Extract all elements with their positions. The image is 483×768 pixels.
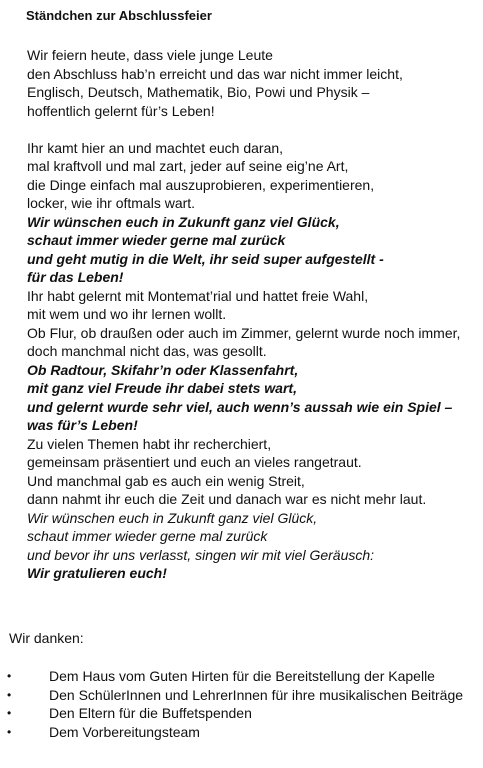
- thanks-heading: Wir danken:: [9, 630, 84, 646]
- verse-line: die Dinge einfach mal auszuprobieren, experimentieren,: [27, 176, 375, 193]
- bullet-icon: •: [7, 706, 12, 720]
- stanza-break: [27, 120, 477, 139]
- bullet-icon: •: [7, 687, 12, 702]
- verse-line: gemeinsam präsentiert und euch an vieles rangetraut.: [27, 454, 362, 470]
- refrain-line: Wir wünschen euch in Zukunft ganz viel Glück,: [27, 509, 318, 526]
- verse-line: Und manchmal gab es auch ein wenig Streit,: [27, 472, 305, 489]
- bullet-icon: •: [7, 669, 12, 683]
- thanks-list: [0, 667, 483, 741]
- thanks-list-item: [0, 723, 483, 742]
- verse-line: mal kraftvoll und mal zart, jeder auf seine eig’ne Art,: [27, 158, 349, 174]
- refrain-line: was für’s Leben!: [27, 417, 138, 433]
- thanks-list-item: [0, 667, 483, 686]
- verse-line: Ihr habt gelernt mit Montemat’rial und hattet freie Wahl,: [27, 287, 369, 304]
- refrain-line: mit ganz viel Freude ihr dabei stets wart,: [27, 380, 297, 396]
- poem-body: [27, 46, 477, 583]
- verse-line: Wir feiern heute, dass viele junge Leute: [27, 47, 273, 63]
- verse-line: Zu vielen Themen habt ihr recherchiert,: [27, 435, 272, 452]
- bullet-icon: •: [7, 724, 12, 739]
- refrain-line: Wir gratulieren euch!: [27, 565, 167, 581]
- verse-line: hoffentlich gelernt für’s Leben!: [27, 102, 215, 119]
- refrain-line: für das Leben!: [27, 269, 124, 285]
- verse-line: locker, wie ihr oftmals wart.: [27, 195, 196, 211]
- verse-line: dann nahmt ihr euch die Zeit und danach war es nicht mehr laut.: [27, 491, 427, 507]
- thanks-item-text: Dem Haus vom Guten Hirten für die Bereitstellung der Kapelle: [49, 668, 435, 684]
- thanks-item-text: Dem Vorbereitungsteam: [49, 723, 200, 740]
- verse-line: Englisch, Deutsch, Mathematik, Bio, Powi und Physik –: [27, 84, 370, 100]
- refrain-line: und geht mutig in die Welt, ihr seid super aufgestellt -: [27, 250, 384, 267]
- verse-line: Ihr kamt hier an und machtet euch daran,: [27, 139, 284, 156]
- refrain-line: und bevor ihr uns verlasst, singen wir mit viel Geräusch:: [27, 546, 375, 563]
- refrain-line: schaut immer wieder gerne mal zurück: [27, 232, 286, 248]
- thanks-list-item: [0, 686, 483, 705]
- refrain-line: schaut immer wieder gerne mal zurück: [27, 528, 268, 544]
- document-title: Ständchen zur Abschlussfeier: [26, 8, 212, 23]
- thanks-list-item: [0, 704, 483, 723]
- refrain-line: Wir wünschen euch in Zukunft ganz viel Glück,: [27, 213, 340, 230]
- verse-line: den Abschluss hab’n erreicht und das war nicht immer leicht,: [27, 65, 403, 82]
- refrain-line: Ob Radtour, Skifahr’n oder Klassenfahrt,: [27, 361, 299, 378]
- thanks-item-text: Den Eltern für die Buffetspenden: [49, 705, 252, 721]
- refrain-line: und gelernt wurde sehr viel, auch wenn’s aussah wie ein Spiel –: [27, 398, 453, 415]
- verse-line: mit wem und wo ihr lernen wollt.: [27, 306, 227, 322]
- verse-line: doch manchmal nicht das, was gesollt.: [27, 343, 267, 359]
- thanks-item-text: Den SchülerInnen und LehrerInnen für ihre musikalischen Beiträge: [49, 686, 464, 703]
- verse-line: Ob Flur, ob draußen oder auch im Zimmer, gelernt wurde noch immer,: [27, 324, 461, 341]
